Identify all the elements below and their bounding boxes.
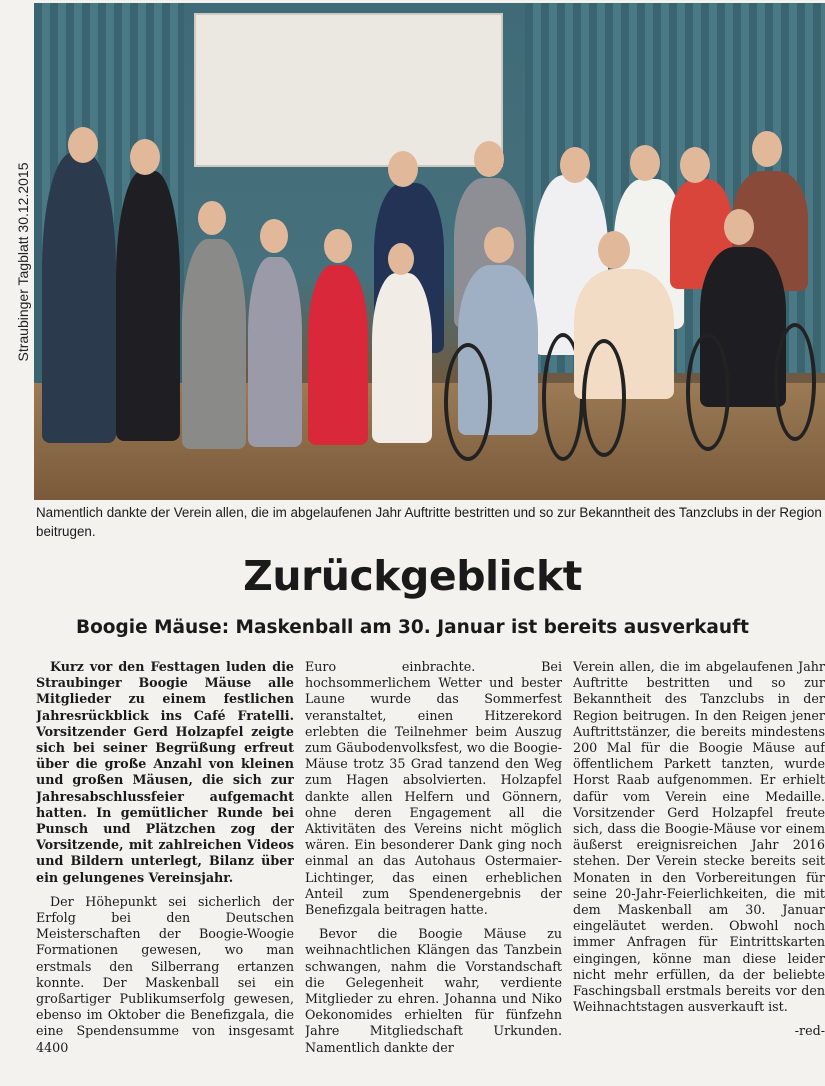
head: [630, 145, 660, 181]
wheelchair-wheel: [686, 333, 730, 451]
person: [372, 273, 432, 443]
head: [198, 201, 226, 235]
body-paragraph-continued: Verein allen, die im abgelaufenen Jahr Auftritte bestritten und so zur Bekanntheit des Tanzclubs in der Region beitrugen. In den Reigen jener Auftrittstänzer, die bereits mindestens 200 Mal für die Boogie Mäuse auf öffentlichem Parkett tanzten, wurde Horst Raab aufgenommen. Er erhielt dafür vom Verein eine Medaille. Vorsitzender Gerd Holzapfel freute sich, dass die Boogie-Mäuse vor einem äußerst ereignisreichen Jahr 2016 stehen. Der Verein stecke bereits seit Monaten in den Vorbereitungen für seine 20-Jahr-Feierlichkeiten, die mit dem Maskenball am 30. Januar eingeläutet werden. Obwohl noch immer Anfragen für Eintrittskarten eingingen, könne man diese leider nicht mehr erfüllen, da der beliebte Faschingsball erstmals bereits vor den Weihnachtstagen ausverkauft ist.: [573, 659, 825, 1015]
head: [388, 243, 414, 275]
wheelchair-wheel: [582, 339, 626, 457]
lead-paragraph: Kurz vor den Festtagen luden die Straubinger Boogie Mäuse alle Mitglieder zu einem festlichen Jahresrückblick ins Café Fratelli. Vorsitzender Gerd Holzapfel zeigte sich bei seiner Begrüßung erfreut über die große Anzahl von kleinen und großen Mäusen, die sich zur Jahresabschlussfeier aufgemacht hatten. In gemütlicher Runde bei Punsch und Plätzchen zog der Vorsitzende, mit zahlreichen Videos und Bildern unterlegt, Bilanz über ein gelungenes Vereinsjahr.: [36, 659, 294, 885]
head: [484, 227, 514, 263]
subheadline: Boogie Mäuse: Maskenball am 30. Januar ist bereits ausverkauft: [76, 617, 749, 638]
person: [182, 239, 246, 449]
article-column-3: [573, 659, 825, 1079]
head: [130, 139, 160, 175]
head: [752, 131, 782, 167]
headline: Zurückgeblickt: [243, 552, 582, 600]
person: [308, 265, 368, 445]
wheelchair-wheel: [444, 343, 492, 461]
head: [560, 147, 590, 183]
person: [42, 153, 116, 443]
head: [388, 151, 418, 187]
person: [248, 257, 302, 447]
source-label: [12, 0, 34, 1086]
body-paragraph: Der Höhepunkt sei sicherlich der Erfolg bei den Deutschen Meisterschaften der Boogie-Woogie Formationen gewesen, wo man erstmals den Silberrang ertanzen konnte. Der Maskenball sei ein großartiger Publikumserfolg gewesen, ebenso im Oktober die Benefizgala, die eine Spendensumme von insgesamt 4400: [36, 893, 294, 1055]
head: [724, 209, 754, 245]
head: [680, 147, 710, 183]
wheelchair-wheel: [774, 323, 816, 441]
head: [474, 141, 504, 177]
author-signature: -red-: [794, 1023, 825, 1039]
body-paragraph-continued: Euro einbrachte. Bei hochsommerlichem Wetter und bester Laune wurde das Sommerfest veranstaltet, einen Hitzerekord erlebten die Teilnehmer beim Auszug zum Gäubodenvolksfest, wo die Boogie-Mäuse trotz 35 Grad tanzend den Weg zum Hagen absolvierten. Holzapfel dankte allen Helfern und Gönnern, ohne deren Engagement all die Aktivitäten des Vereins nicht möglich wären. Ein besonderer Dank ging noch einmal an das Autohaus Ostermaier-Lichtinger, das einen erheblichen Anteil zum Spendenergebnis der Benefizgala beitragen hatte.: [305, 659, 562, 918]
article-column-2: [305, 659, 562, 1079]
article-column-1: [36, 659, 294, 1079]
head: [68, 127, 98, 163]
source-label-text: Straubinger Tagblatt 30.12.2015: [15, 162, 31, 362]
person: [116, 171, 180, 441]
photo-caption: Namentlich dankte der Verein allen, die im abgelaufenen Jahr Auftritte bestritten und so zur Bekanntheit des Tanzclubs in der Region beitrugen.: [36, 505, 822, 539]
group-photo: [34, 3, 825, 500]
head: [260, 219, 288, 253]
body-paragraph: Bevor die Boogie Mäuse zu weihnachtlichen Klängen das Tanzbein schwangen, nahm die Vorstandschaft die Gelegenheit wahr, verdiente Mitglieder zu ehren. Johanna und Niko Oekonomides erhielten für fünfzehn Jahre Mitgliedschaft Urkunden. Namentlich dankte der: [305, 926, 562, 1055]
head: [324, 229, 352, 263]
projection-screen: [194, 13, 503, 167]
head: [598, 231, 630, 269]
